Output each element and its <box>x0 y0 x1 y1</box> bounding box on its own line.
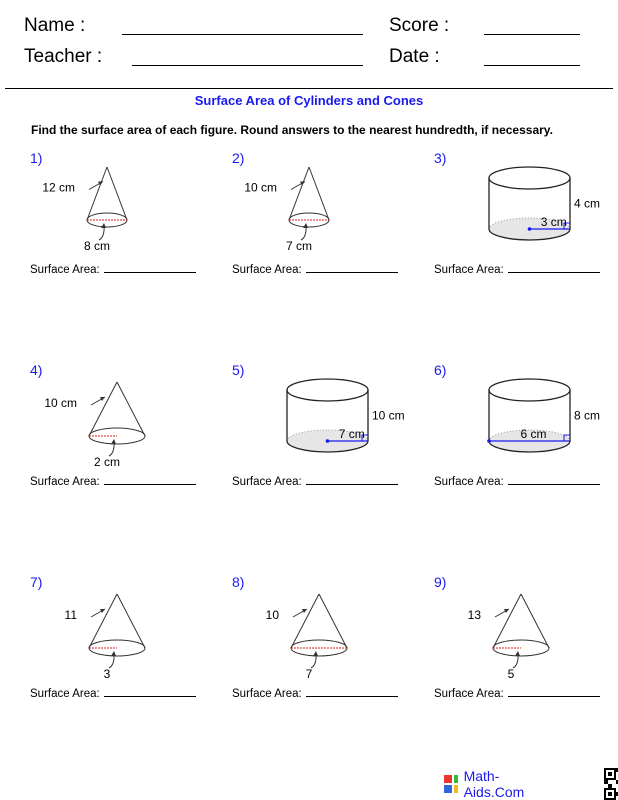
answer-row <box>30 262 196 276</box>
slant-height-label: 13 <box>467 608 481 622</box>
cylinder-figure <box>434 362 618 474</box>
problem-6 <box>434 362 618 492</box>
problem-number: 3) <box>434 150 447 166</box>
problem-number: 1) <box>30 150 43 166</box>
base-label: 7 cm <box>285 239 313 253</box>
brand-link[interactable]: Math-Aids.Com <box>463 768 525 800</box>
base-label: 2 cm <box>93 455 121 469</box>
answer-label: Surface Area: <box>232 476 302 488</box>
slant-height-label: 12 cm <box>42 180 75 195</box>
answer-label: Surface Area: <box>434 264 504 276</box>
answer-field[interactable] <box>306 686 398 697</box>
divider <box>5 88 613 89</box>
answer-row <box>232 262 398 276</box>
problem-number: 6) <box>434 362 447 378</box>
name-label: Name : <box>24 15 86 36</box>
base-label: 3 <box>103 667 111 681</box>
answer-label: Surface Area: <box>434 688 504 700</box>
cylinder-figure <box>434 150 618 262</box>
math-aids-logo-icon <box>444 775 458 793</box>
answer-row <box>30 474 196 488</box>
problem-3 <box>434 150 618 280</box>
date-field[interactable] <box>484 65 580 66</box>
cone-figure <box>232 574 422 686</box>
radius-label: 7 cm <box>338 427 365 441</box>
problem-number: 9) <box>434 574 447 590</box>
problem-2 <box>232 150 422 280</box>
problem-number: 7) <box>30 574 43 590</box>
answer-label: Surface Area: <box>30 264 100 276</box>
answer-row <box>232 686 398 700</box>
answer-field[interactable] <box>508 474 600 485</box>
footer <box>444 768 618 800</box>
cone-figure <box>30 150 220 262</box>
answer-label: Surface Area: <box>232 264 302 276</box>
answer-field[interactable] <box>306 474 398 485</box>
qr-code-icon <box>604 768 618 800</box>
problem-8 <box>232 574 422 704</box>
answer-label: Surface Area: <box>30 688 100 700</box>
cone-figure <box>30 362 220 474</box>
answer-field[interactable] <box>508 262 600 273</box>
answer-row <box>30 686 196 700</box>
name-field[interactable] <box>122 34 363 35</box>
slant-height-label: 10 <box>265 608 279 622</box>
cylinder-figure <box>232 362 422 474</box>
problem-number: 4) <box>30 362 43 378</box>
problem-5 <box>232 362 422 492</box>
teacher-field[interactable] <box>132 65 363 66</box>
base-label: 5 <box>507 667 515 681</box>
answer-row <box>232 474 398 488</box>
problem-9 <box>434 574 618 704</box>
problem-1 <box>30 150 220 280</box>
height-label: 8 cm <box>574 408 601 423</box>
score-field[interactable] <box>484 34 580 35</box>
problem-number: 2) <box>232 150 245 166</box>
score-label: Score : <box>389 15 450 36</box>
worksheet-title: Surface Area of Cylinders and Cones <box>194 93 424 108</box>
height-label: 4 cm <box>574 196 601 211</box>
cone-figure <box>30 574 220 686</box>
problem-number: 8) <box>232 574 245 590</box>
radius-label: 6 cm <box>520 427 547 441</box>
answer-row <box>434 262 600 276</box>
problem-number: 5) <box>232 362 245 378</box>
date-label: Date : <box>389 46 440 67</box>
slant-height-label: 10 cm <box>244 180 277 195</box>
cone-figure <box>434 574 618 686</box>
radius-label: 3 cm <box>540 215 567 229</box>
slant-height-label: 10 cm <box>44 396 77 410</box>
answer-label: Surface Area: <box>434 476 504 488</box>
base-label: 7 <box>305 667 313 681</box>
answer-label: Surface Area: <box>30 476 100 488</box>
problem-7 <box>30 574 220 704</box>
answer-field[interactable] <box>104 262 196 273</box>
teacher-label: Teacher : <box>24 46 103 67</box>
answer-field[interactable] <box>306 262 398 273</box>
height-label: 10 cm <box>372 408 405 423</box>
answer-field[interactable] <box>104 474 196 485</box>
answer-label: Surface Area: <box>232 688 302 700</box>
slant-height-label: 11 <box>64 608 77 622</box>
answer-row <box>434 686 600 700</box>
cone-figure <box>232 150 422 262</box>
answer-row <box>434 474 600 488</box>
base-label: 8 cm <box>83 239 111 253</box>
instructions: Find the surface area of each figure. Round answers to the nearest hundredth, if necessary. <box>31 123 553 137</box>
answer-field[interactable] <box>104 686 196 697</box>
problem-4 <box>30 362 220 492</box>
answer-field[interactable] <box>508 686 600 697</box>
